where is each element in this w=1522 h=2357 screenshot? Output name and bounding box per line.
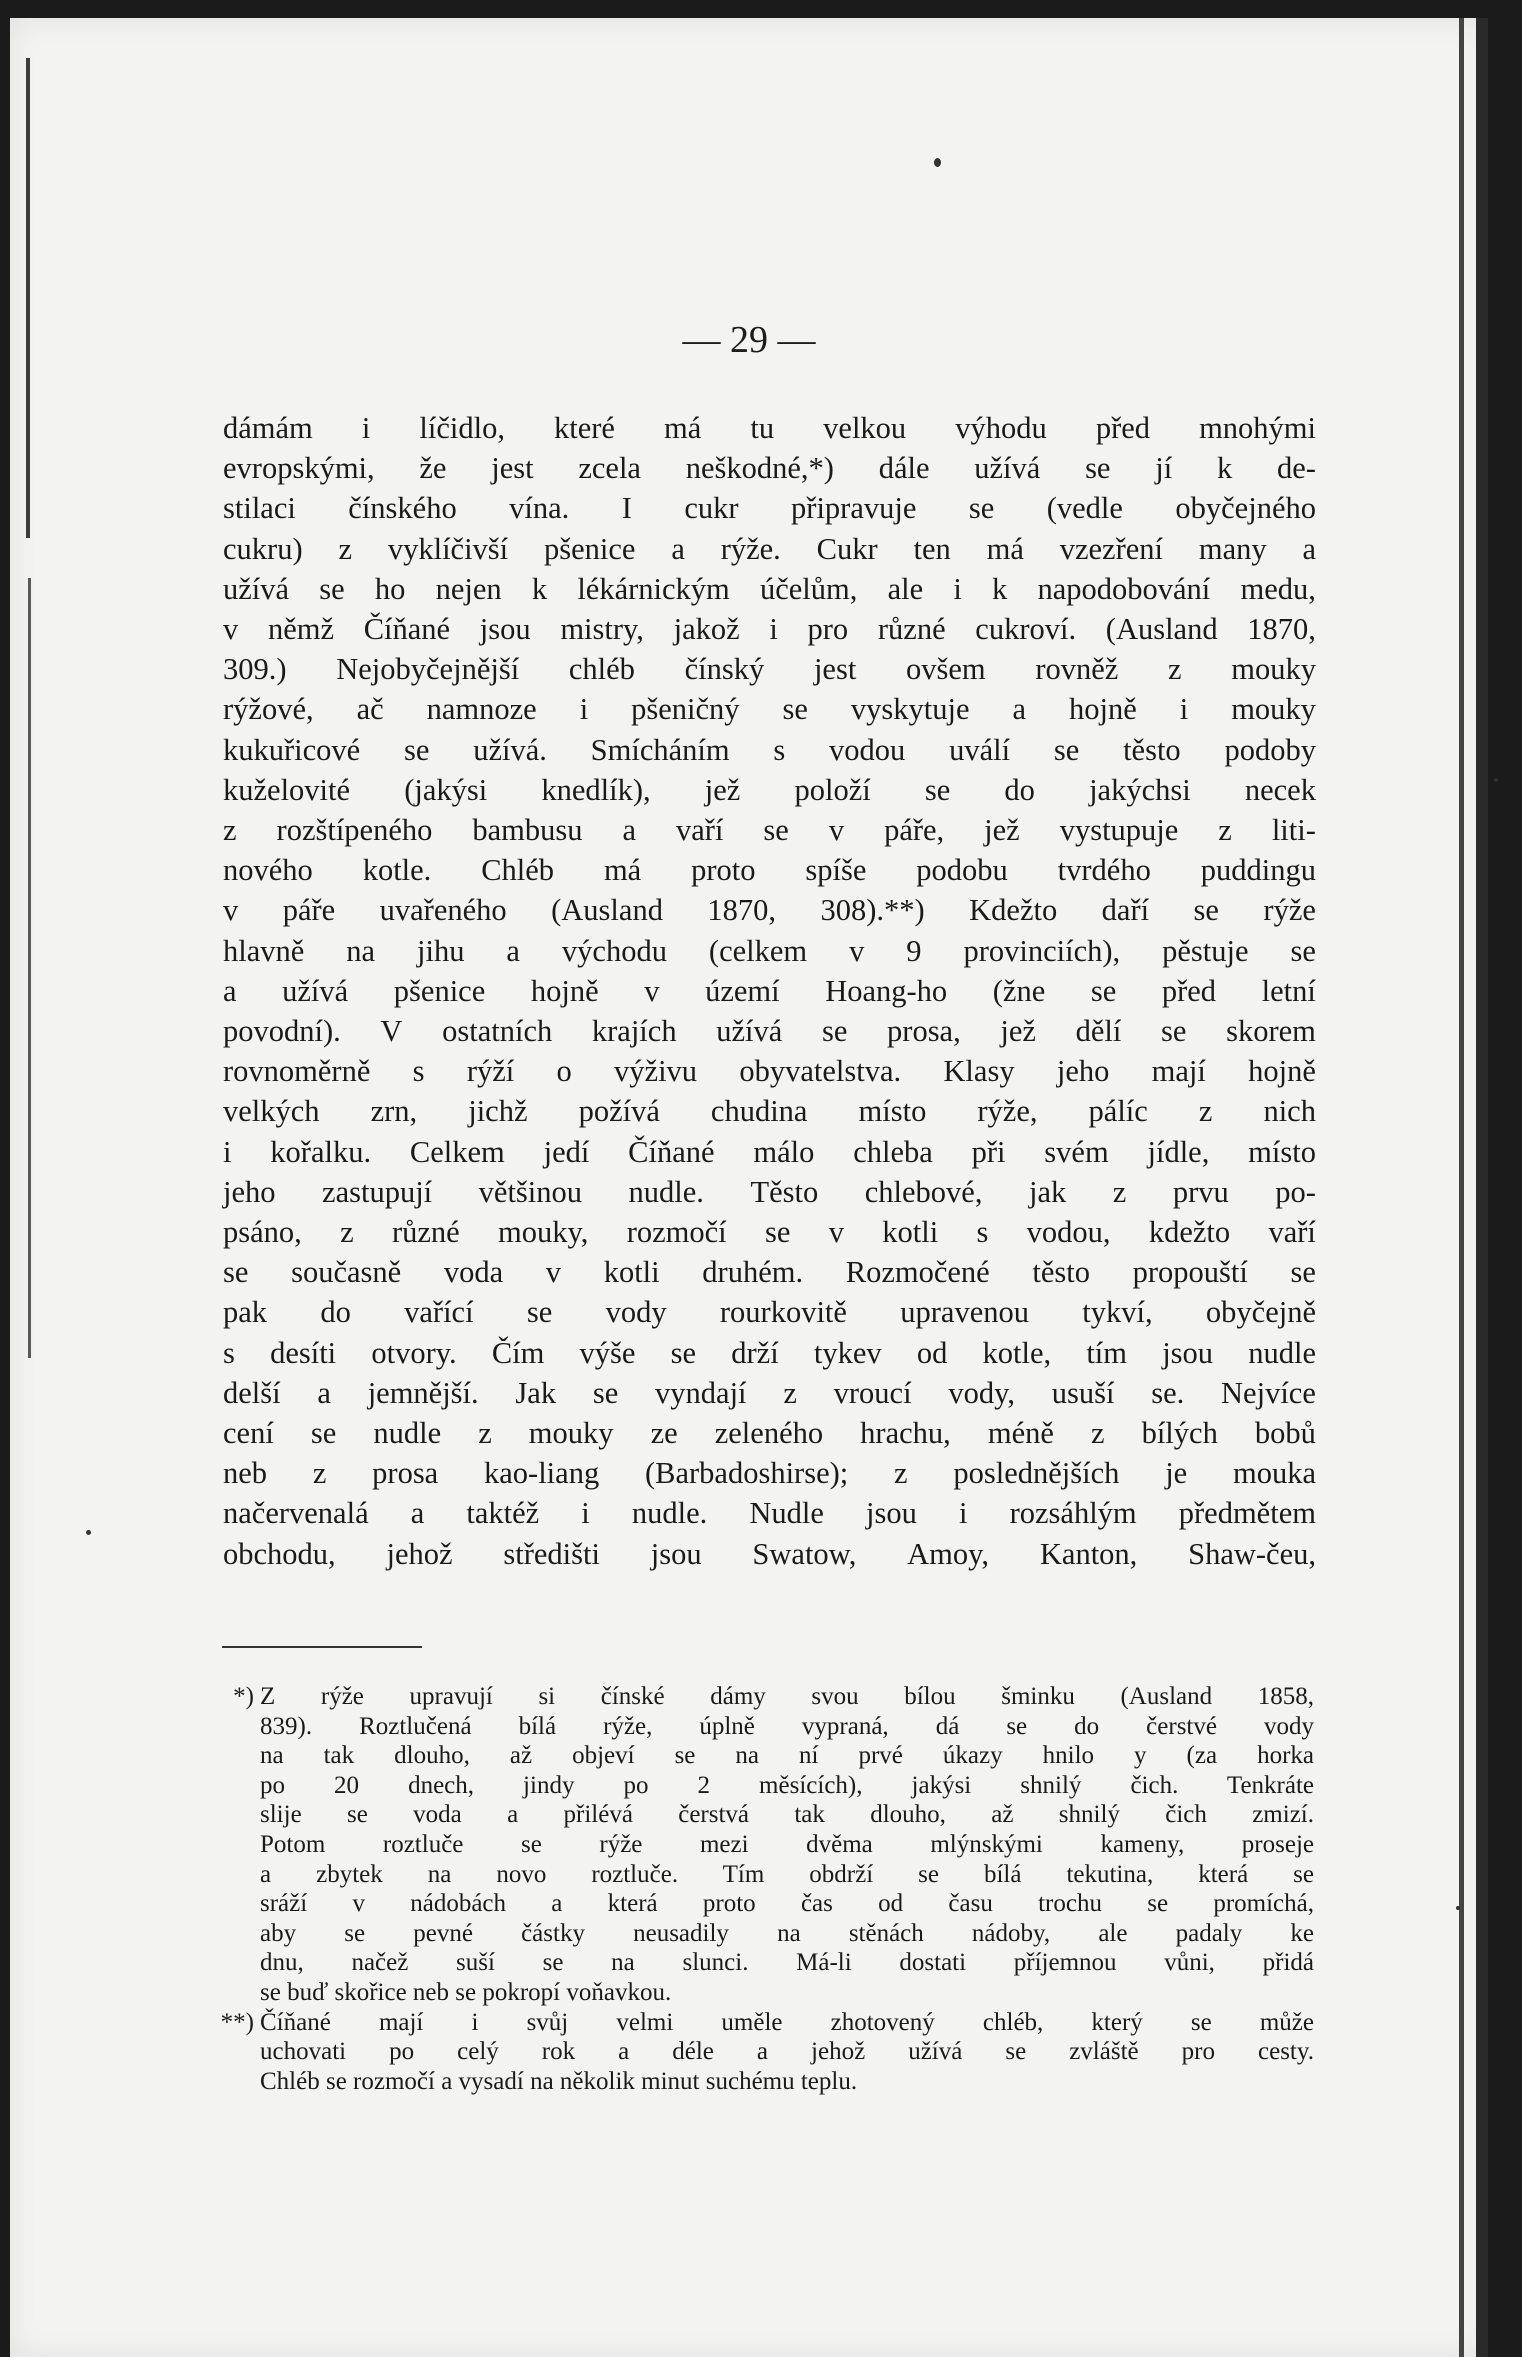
text-line: nového kotle. Chléb má proto spíše podobu tvrdého puddingu — [223, 853, 1316, 888]
text-line: evropskými, že jest zcela neškodné,*) dále užívá se jí k de- — [223, 451, 1316, 486]
text-line: kuželovité (jakýsi knedlík), jež položí se do jakýchsi necek — [223, 772, 1316, 807]
footnote-marker: *) — [233, 1683, 254, 1710]
text-line: cení se nudle z mouky ze zeleného hrachu, méně z bílých bobů — [223, 1416, 1316, 1451]
scan-speck — [934, 158, 941, 167]
scan-edge-right-inner — [1459, 18, 1464, 2357]
text-line: neb z prosa kao-liang (Barbadoshirse); z poslednějších je mouka — [223, 1456, 1316, 1491]
text-line: v němž Číňané jsou mistry, jakož i pro různé cukroví. (Ausland 1870, — [223, 612, 1316, 647]
text-line: pak do vařící se vody rourkovitě upravenou tykví, obyčejně — [223, 1295, 1316, 1330]
text-line: se současně voda v kotli druhém. Rozmočené těsto propouští se — [223, 1255, 1316, 1290]
footnote-line: na tak dlouho, až objeví se na ní prvé úkazy hnilo y (za horka — [260, 1742, 1314, 1770]
scan-edge-left-lower — [28, 578, 31, 1358]
text-line: užívá se ho nejen k lékárnickým účelům, ale i k napodobování medu, — [223, 571, 1316, 606]
scan-speck — [86, 1530, 91, 1535]
footnote-line: Z rýže upravují si čínské dámy svou bílou šminku (Ausland 1858, — [260, 1683, 1314, 1710]
text-line: rovnoměrně s rýží o výživu obyvatelstva. Klasy jeho mají hojně — [223, 1054, 1316, 1089]
text-line: cukru) z vyklíčivší pšenice a rýže. Cukr ten má vzezření many a — [223, 531, 1316, 566]
footnote-line: aby se pevné částky neusadily na stěnách nádoby, ale padaly ke — [260, 1919, 1314, 1947]
scan-speck — [1494, 778, 1498, 782]
footnote-line: sráží v nádobách a která proto čas od času trochu se promíchá, — [260, 1890, 1314, 1918]
footnote-marker: **) — [220, 2008, 254, 2036]
footnote-line: uchovati po celý rok a déle a jehož užívá se zvláště pro cesty. — [260, 2038, 1314, 2066]
footnote — [233, 1682, 1314, 2008]
text-line: dámám i líčidlo, které má tu velkou výhodu před mnohými — [223, 411, 1316, 445]
text-line: v páře uvařeného (Ausland 1870, 308).**) Kdežto daří se rýže — [223, 893, 1316, 928]
text-line: kukuřicové se užívá. Smícháním s vodou uválí se těsto podoby — [223, 732, 1316, 767]
footnote-line: slije se voda a přilévá čerstvá tak dlouho, až shnilý čich zmizí. — [260, 1801, 1314, 1829]
footnote-line: po 20 dnech, jindy po 2 měsících), jakýsi shnilý čich. Tenkráte — [260, 1771, 1314, 1799]
text-line: stilaci čínského vína. I cukr připravuje se (vedle obyčejného — [223, 491, 1316, 526]
footnote-line: se buď skořice neb se pokropí voňavkou. — [260, 1978, 672, 2006]
text-line: delší a jemnější. Jak se vyndají z vroucí vody, usuší se. Nejvíce — [223, 1375, 1316, 1410]
footnote-line: a zbytek na novo roztluče. Tím obdrží se bílá tekutina, která se — [260, 1860, 1314, 1888]
scan-speck — [1456, 1906, 1460, 1910]
main-text — [223, 408, 1316, 1574]
text-line: rýžové, ač namnoze i pšeničný se vyskytuje a hojně i mouky — [223, 692, 1316, 727]
text-line: jeho zastupují většinou nudle. Těsto chlebové, jak z prvu po- — [223, 1174, 1316, 1209]
footnote-separator — [222, 1646, 422, 1648]
book-page — [10, 18, 1488, 2357]
footnotes — [220, 1682, 1314, 2096]
text-line: i kořalku. Celkem jedí Číňané málo chleba při svém jídle, místo — [223, 1134, 1316, 1169]
text-line: a užívá pšenice hojně v území Hoang-ho (žne se před letní — [223, 973, 1316, 1008]
footnote-line: 839). Roztlučená bílá rýže, úplně vypraná, dá se do čerstvé vody — [260, 1712, 1314, 1740]
text-line: s desíti otvory. Čím výše se drží tykev od kotle, tím jsou nudle — [223, 1335, 1316, 1370]
text-line: z rozštípeného bambusu a vaří se v páře, jež vystupuje z liti- — [223, 813, 1316, 848]
text-line: 309.) Nejobyčejnější chléb čínský jest ovšem rovněž z mouky — [223, 652, 1316, 687]
footnote-line: Číňané mají i svůj velmi uměle zhotovený chléb, který se může — [260, 2008, 1314, 2036]
page-number: — 29 — — [682, 319, 816, 361]
text-line: povodní). V ostatních krajích užívá se prosa, jež dělí se skorem — [223, 1014, 1316, 1049]
scan-edge-right — [1476, 18, 1488, 2357]
text-line: psáno, z různé mouky, rozmočí se v kotli s vodou, kdežto vaří — [223, 1215, 1316, 1250]
text-line: načervenalá a taktéž i nudle. Nudle jsou i rozsáhlým předmětem — [223, 1496, 1316, 1531]
footnote-line: Chléb se rozmočí a vysadí na několik minut suchému teplu. — [260, 2067, 858, 2095]
footnote — [220, 2008, 1314, 2097]
scan-edge-left — [26, 58, 30, 538]
text-line: hlavně na jihu a východu (celkem v 9 provinciích), pěstuje se — [223, 933, 1316, 968]
text-line: obchodu, jehož středišti jsou Swatow, Amoy, Kanton, Shaw-čeu, — [223, 1536, 1316, 1571]
footnote-line: Potom roztluče se rýže mezi dvěma mlýnskými kameny, proseje — [260, 1830, 1314, 1858]
footnote-line: dnu, načež suší se na slunci. Má-li dostati příjemnou vůni, přidá — [260, 1949, 1314, 1977]
text-line: velkých zrn, jichž požívá chudina místo rýže, pálíc z nich — [223, 1094, 1316, 1129]
